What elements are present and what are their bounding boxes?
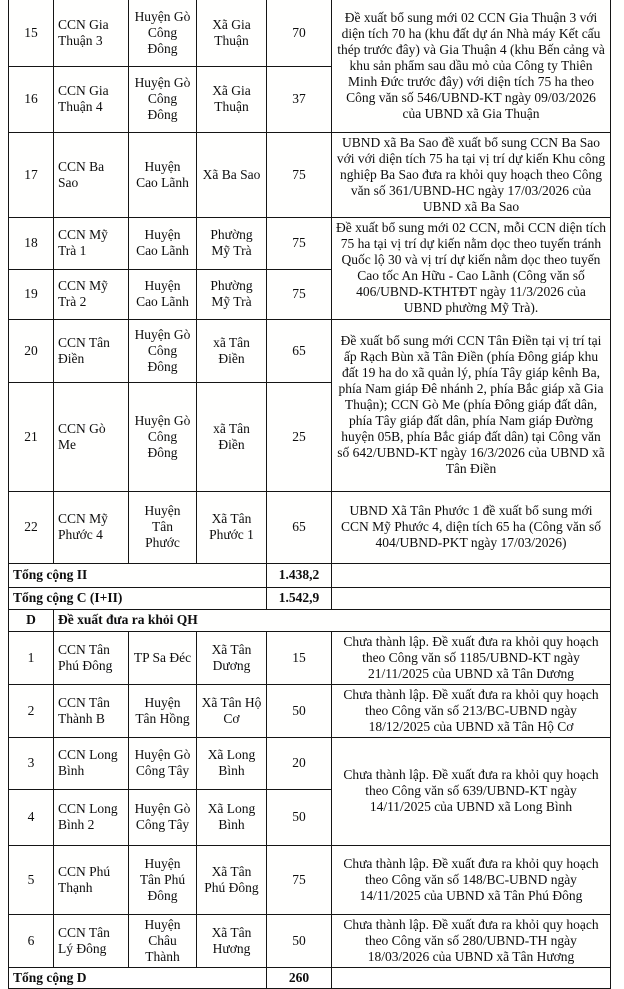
table-row — [9, 491, 611, 563]
table-row — [9, 132, 611, 217]
table-row — [9, 319, 611, 382]
cell-note: Chưa thành lập. Đề xuất đưa ra khỏi quy hoạch theo Công văn số 1185/UBND-KT ngày 21/11/2025 của UBND xã Tân Dương — [332, 631, 611, 684]
cell-name: CCN Gia Thuận 3 — [54, 0, 129, 66]
cell-area: 65 — [267, 319, 332, 382]
total-label: Tổng cộng C (I+II) — [9, 587, 267, 609]
cell-district: Huyện Cao Lãnh — [129, 217, 197, 269]
cell-area: 75 — [267, 132, 332, 217]
cell-note: UBND Xã Tân Phước 1 đề xuất bổ sung mới CCN Mỹ Phước 4, diện tích 65 ha (Công văn số 404/UBND-PKT ngày 17/03/2026) — [332, 491, 611, 563]
cell-area: 75 — [267, 269, 332, 319]
cell-district: Huyện Cao Lãnh — [129, 269, 197, 319]
cell-district: Huyện Tân Phú Đông — [129, 845, 197, 914]
total-area: 260 — [267, 967, 332, 988]
cell-stt: 1 — [9, 631, 54, 684]
cell-commune: Xã Tân Phước 1 — [197, 491, 267, 563]
table-row — [9, 631, 611, 684]
cell-name: CCN Tân Điền — [54, 319, 129, 382]
total-row — [9, 967, 611, 988]
cell-commune: Xã Long Bình — [197, 789, 267, 845]
cell-stt: 21 — [9, 382, 54, 491]
cell-name: CCN Long Bình — [54, 737, 129, 789]
cell-name: CCN Tân Phú Đông — [54, 631, 129, 684]
cell-district: Huyện Gò Công Đông — [129, 319, 197, 382]
cell-stt: 17 — [9, 132, 54, 217]
cell-note: Đề xuất bổ sung mới CCN Tân Điền tại vị trí tại ấp Rạch Bùn xã Tân Điền (phía Đông giáp khu đất 19 ha do xã quản lý, phía Tây giáp kênh Ba, phía Nam giáp Đê nhánh 2, phía Bắc giáp xã Gia Thuận); CCN Gò Me (phía Đông giáp đất dân, phía Tây giáp đất dân, phía Nam giáp Đường huyện 05B, phía Bắc giáp đất dân) tại Công văn số 642/UBND-KT ngày 16/3/2026 của UBND xã Tân Điền — [332, 319, 611, 491]
cell-commune: xã Tân Điền — [197, 319, 267, 382]
table-row — [9, 684, 611, 737]
total-note-empty — [332, 587, 611, 609]
table-row — [9, 737, 611, 789]
cell-name: CCN Mỹ Trà 1 — [54, 217, 129, 269]
table-row — [9, 914, 611, 967]
table-row — [9, 0, 611, 66]
total-area: 1.438,2 — [267, 563, 332, 587]
cell-note: Chưa thành lập. Đề xuất đưa ra khỏi quy hoạch theo Công văn số 148/BC-UBND ngày 14/11/2025 của UBND xã Tân Phú Đông — [332, 845, 611, 914]
cell-note: Chưa thành lập. Đề xuất đưa ra khỏi quy hoạch theo Công văn số 280/UBND-TH ngày 18/03/2026 của UBND xã Tân Hương — [332, 914, 611, 967]
cell-commune: Xã Gia Thuận — [197, 0, 267, 66]
cell-stt: 19 — [9, 269, 54, 319]
cell-area: 50 — [267, 684, 332, 737]
total-label: Tổng cộng D — [9, 967, 267, 988]
cell-commune: Xã Tân Phú Đông — [197, 845, 267, 914]
cell-stt: 2 — [9, 684, 54, 737]
total-row — [9, 587, 611, 609]
cell-name: CCN Gia Thuận 4 — [54, 66, 129, 132]
section-header-row — [9, 609, 611, 631]
cell-area: 50 — [267, 914, 332, 967]
total-label: Tổng cộng II — [9, 563, 267, 587]
cell-area: 70 — [267, 0, 332, 66]
cell-district: Huyện Châu Thành — [129, 914, 197, 967]
cell-district: Huyện Cao Lãnh — [129, 132, 197, 217]
cell-stt: 22 — [9, 491, 54, 563]
cell-commune: Xã Gia Thuận — [197, 66, 267, 132]
cell-stt: 20 — [9, 319, 54, 382]
cell-name: CCN Ba Sao — [54, 132, 129, 217]
cell-district: Huyện Tân Hồng — [129, 684, 197, 737]
cell-name: CCN Gò Me — [54, 382, 129, 491]
table-row — [9, 217, 611, 269]
cell-note: UBND xã Ba Sao đề xuất bổ sung CCN Ba Sao với với diện tích 75 ha tại vị trí dự kiến Khu công nghiệp Ba Sao đưa ra khỏi quy hoạch theo Công văn số 361/UBND-HC ngày 17/03/2026 của UBND xã Ba Sao — [332, 132, 611, 217]
cell-commune: Xã Tân Hương — [197, 914, 267, 967]
cell-commune: Phường Mỹ Trà — [197, 269, 267, 319]
cell-stt: 16 — [9, 66, 54, 132]
ccn-planning-table — [8, 0, 611, 989]
cell-district: TP Sa Đéc — [129, 631, 197, 684]
cell-stt: 3 — [9, 737, 54, 789]
section-title: Đề xuất đưa ra khỏi QH — [54, 609, 611, 631]
total-row — [9, 563, 611, 587]
cell-note: Đề xuất bổ sung mới 02 CCN, mỗi CCN diện tích 75 ha tại vị trí dự kiến nằm dọc theo tuyến tránh Quốc lộ 30 và vị trí dự kiến nằm dọc theo tuyến Cao tốc An Hữu - Cao Lãnh (Công văn số 406/UBND-KTHTĐT ngày 11/3/2026 của UBND phường Mỹ Trà). — [332, 217, 611, 319]
cell-district: Huyện Gò Công Tây — [129, 789, 197, 845]
cell-district: Huyện Tân Phước — [129, 491, 197, 563]
cell-note: Chưa thành lập. Đề xuất đưa ra khỏi quy hoạch theo Công văn số 639/UBND-KT ngày 14/11/2025 của UBND xã Long Bình — [332, 737, 611, 845]
cell-name: CCN Long Bình 2 — [54, 789, 129, 845]
cell-commune: Phường Mỹ Trà — [197, 217, 267, 269]
cell-commune: Xã Long Bình — [197, 737, 267, 789]
total-area: 1.542,9 — [267, 587, 332, 609]
cell-stt: 6 — [9, 914, 54, 967]
cell-commune: xã Tân Điền — [197, 382, 267, 491]
cell-area: 15 — [267, 631, 332, 684]
cell-area: 25 — [267, 382, 332, 491]
cell-area: 75 — [267, 217, 332, 269]
table-row — [9, 845, 611, 914]
cell-district: Huyện Gò Công Đông — [129, 66, 197, 132]
total-note-empty — [332, 563, 611, 587]
cell-area: 20 — [267, 737, 332, 789]
cell-district: Huyện Gò Công Đông — [129, 382, 197, 491]
cell-area: 37 — [267, 66, 332, 132]
cell-stt: 15 — [9, 0, 54, 66]
cell-district: Huyện Gò Công Đông — [129, 0, 197, 66]
cell-district: Huyện Gò Công Tây — [129, 737, 197, 789]
cell-area: 50 — [267, 789, 332, 845]
total-note-empty — [332, 967, 611, 988]
cell-commune: Xã Tân Dương — [197, 631, 267, 684]
cell-name: CCN Mỹ Phước 4 — [54, 491, 129, 563]
cell-note: Chưa thành lập. Đề xuất đưa ra khỏi quy hoạch theo Công văn số 213/BC-UBND ngày 18/12/2025 của UBND xã Tân Hộ Cơ — [332, 684, 611, 737]
cell-area: 75 — [267, 845, 332, 914]
cell-stt: 18 — [9, 217, 54, 269]
cell-stt: 5 — [9, 845, 54, 914]
cell-note: Đề xuất bổ sung mới 02 CCN Gia Thuận 3 với diện tích 70 ha (khu đất dự án Nhà máy Kết cấu thép trước đây) và Gia Thuận 4 (khu Bến cảng và khu sản phẩm sau dầu mỏ của Công ty Thiên Minh Đức trước đây) với diện tích 75 ha theo Công văn số 546/UBND-KT ngày 09/03/2026 của UBND xã Gia Thuận — [332, 0, 611, 132]
cell-area: 65 — [267, 491, 332, 563]
cell-name: CCN Tân Thành B — [54, 684, 129, 737]
cell-commune: Xã Ba Sao — [197, 132, 267, 217]
section-code: D — [9, 609, 54, 631]
cell-commune: Xã Tân Hộ Cơ — [197, 684, 267, 737]
cell-name: CCN Mỹ Trà 2 — [54, 269, 129, 319]
cell-stt: 4 — [9, 789, 54, 845]
cell-name: CCN Phú Thạnh — [54, 845, 129, 914]
table-body — [9, 0, 611, 988]
cell-name: CCN Tân Lý Đông — [54, 914, 129, 967]
